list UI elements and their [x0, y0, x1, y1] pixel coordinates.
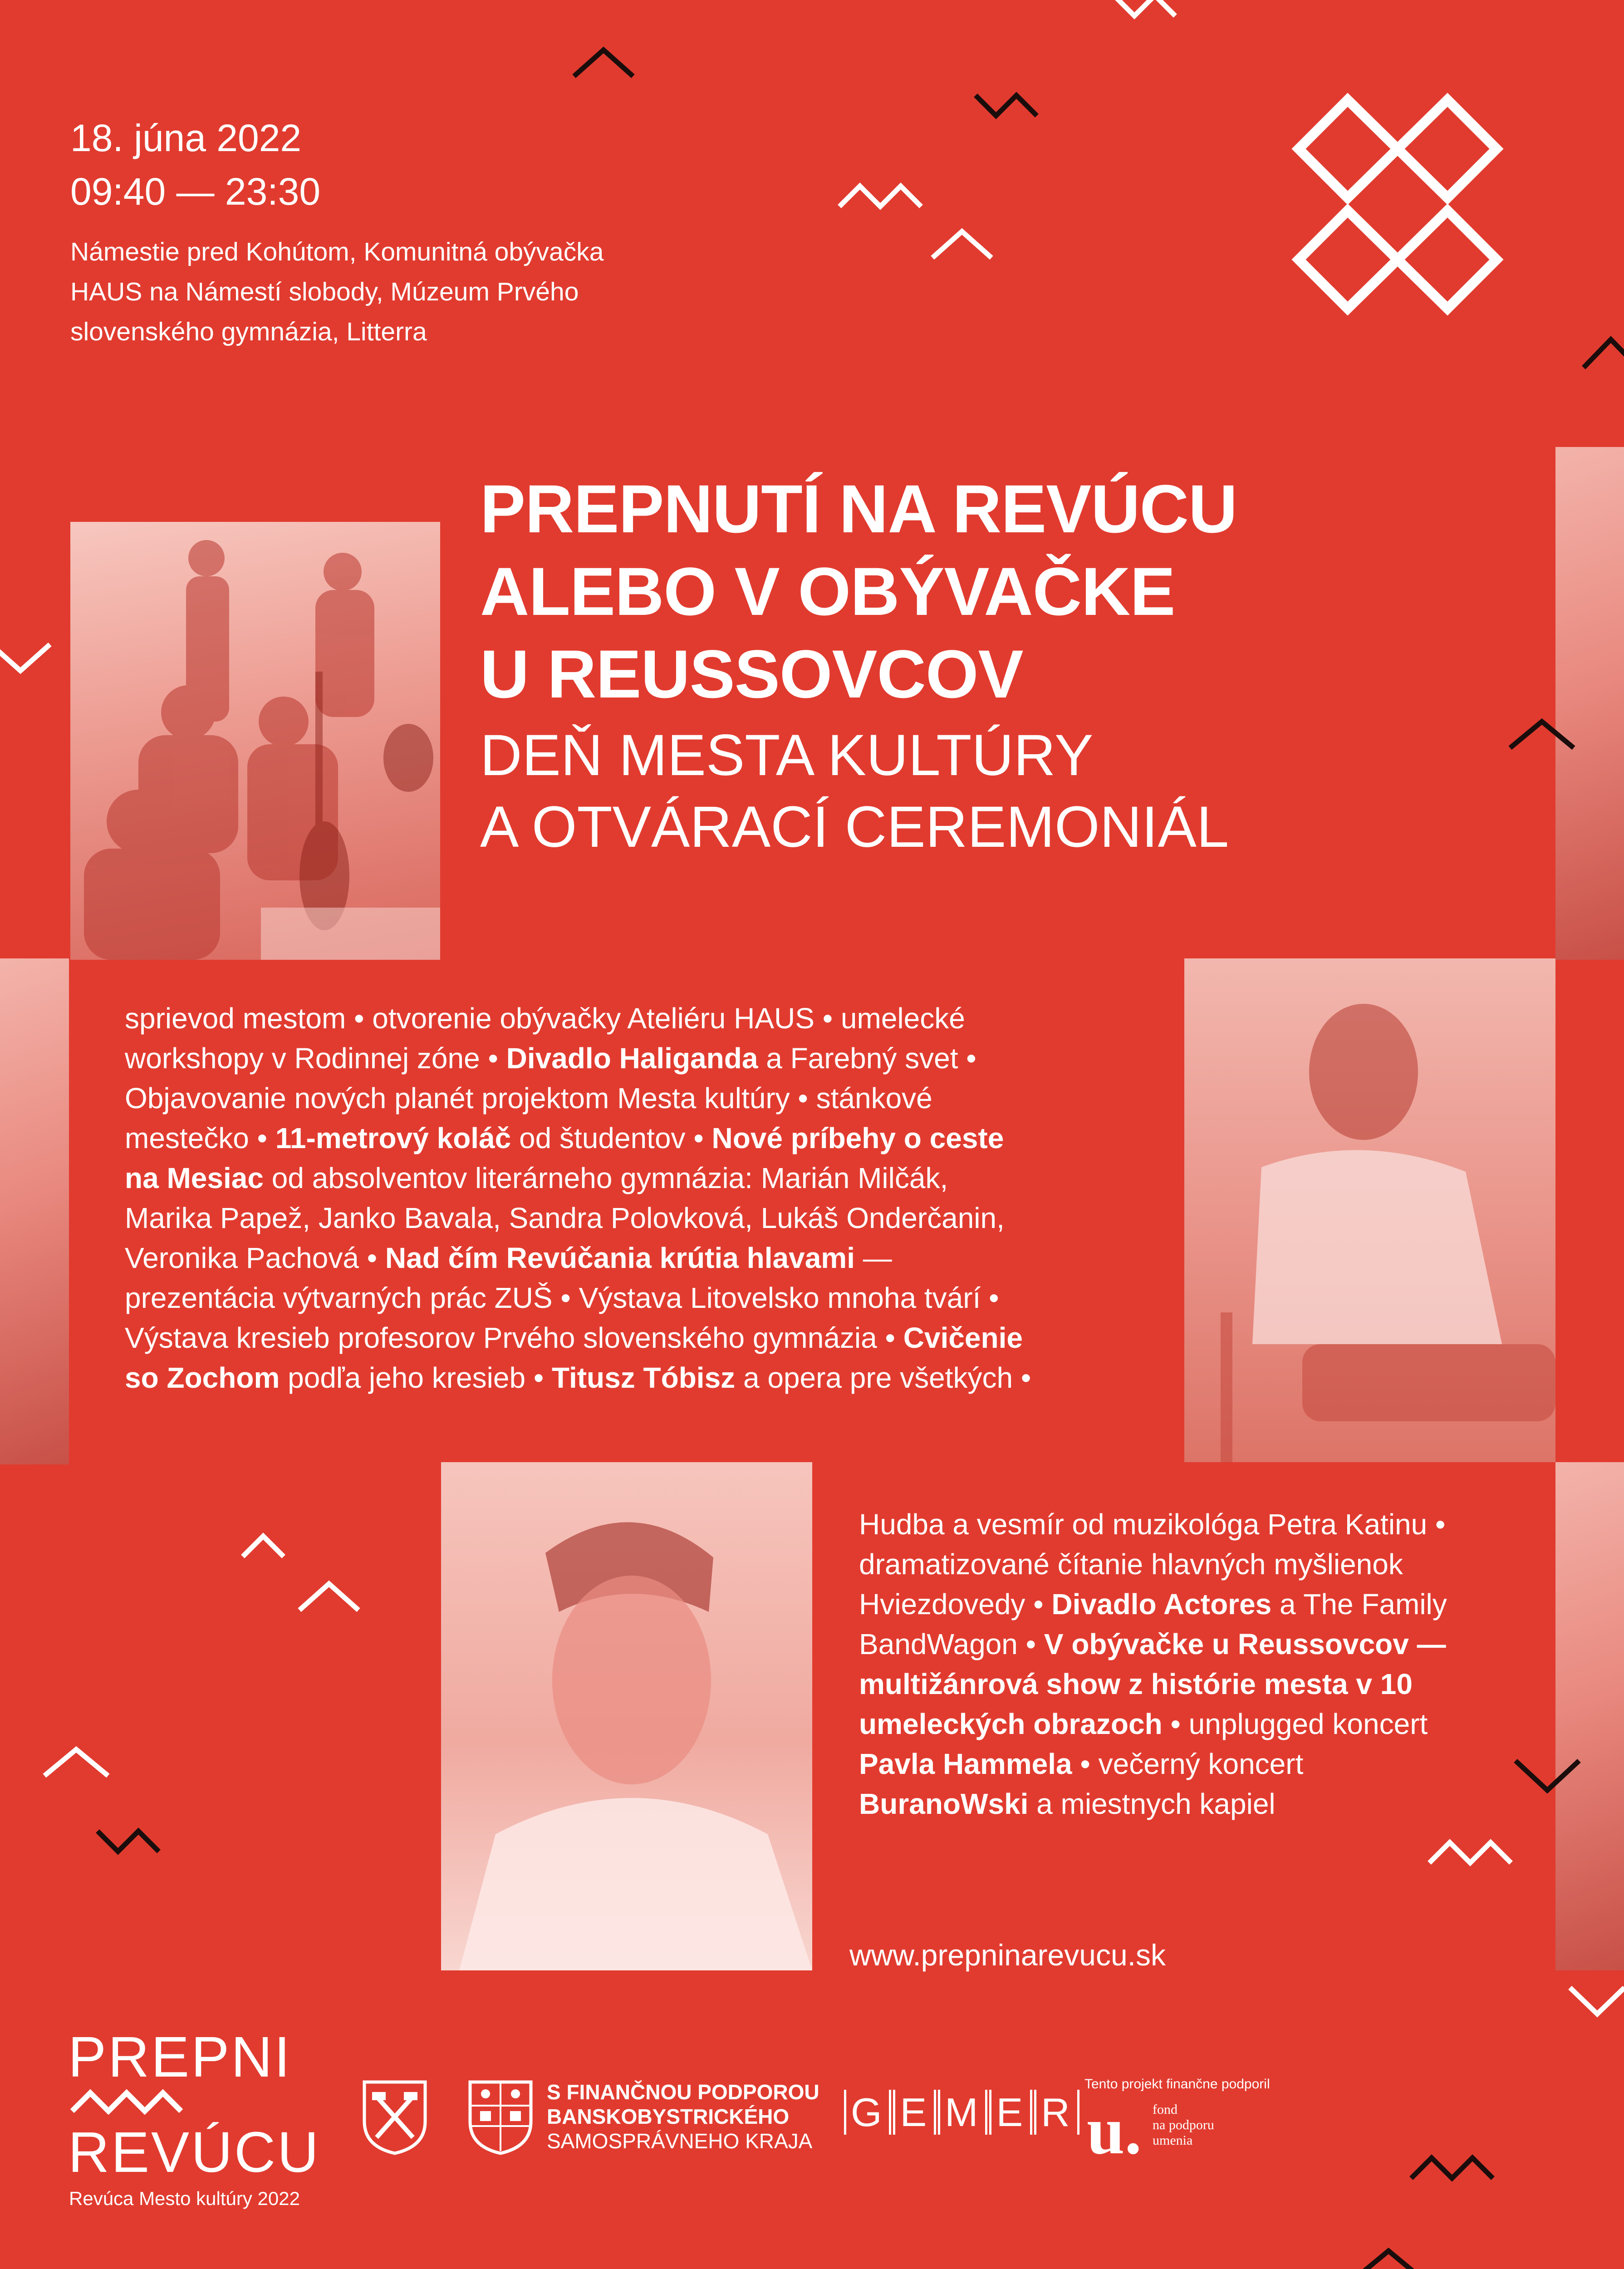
edge-photo-right-bottom — [1555, 1462, 1624, 1970]
program-line: Hudba a vesmír od muzikológa Petra Katinu • — [859, 1508, 1446, 1541]
main-title-line: PREPNUTÍ NA REVÚCU — [480, 471, 1237, 547]
gemer-letter: G — [844, 2090, 891, 2135]
gemer-letter: E — [893, 2090, 936, 2135]
bbsk-crest-icon — [466, 2078, 535, 2156]
gemer-letter: E — [989, 2090, 1032, 2135]
chevron-decoration-icon — [1407, 2153, 1497, 2190]
program-block-1 — [125, 998, 1168, 1398]
program-line: mestečko • 11-metrový koláč od študentov • Nové príbehy o ceste — [125, 1122, 1004, 1154]
diamond-lattice-icon — [1280, 91, 1516, 322]
program-line: multižánrová show z histórie mesta v 10 — [859, 1668, 1413, 1700]
bbsk-line: S FINANČNOU PODPOROU — [547, 2080, 819, 2104]
program-line: BandWagon • V obývačke u Reussovcov — — [859, 1628, 1446, 1660]
chevron-decoration-icon — [1109, 0, 1191, 27]
chevron-decoration-icon — [1579, 331, 1624, 377]
fund-mark: u. — [1087, 2093, 1142, 2168]
gemer-letter: M — [938, 2090, 987, 2135]
event-date: 18. júna 2022 — [70, 117, 302, 159]
program-line: na Mesiac od absolventov literárneho gymnázia: Marián Milčák, — [125, 1162, 948, 1194]
program-line: Hviezdovedy • Divadlo Actores a The Family — [859, 1588, 1447, 1621]
program-line: dramatizované čítanie hlavných myšlienok — [859, 1548, 1403, 1581]
event-time: 09:40 — 23:30 — [70, 170, 321, 213]
logo-word-top: PREPNI — [68, 2025, 292, 2089]
title-block — [480, 467, 1524, 863]
bbsk-line: BANSKOBYSTRICKÉHO — [547, 2105, 790, 2128]
program-block-2 — [859, 1504, 1540, 1824]
chevron-decoration-icon — [238, 1532, 311, 1568]
program-line: umeleckých obrazoch • unplugged koncert — [859, 1708, 1428, 1740]
chevron-decoration-icon — [93, 1827, 166, 1863]
chevron-decoration-icon — [928, 227, 996, 263]
zigzag-logo-icon — [70, 2087, 188, 2115]
program-line: Výstava kresieb profesorov Prvého slovenského gymnázia • Cvičenie — [125, 1321, 1023, 1354]
chevron-decoration-icon — [1511, 1756, 1584, 1797]
chevron-decoration-icon — [971, 91, 1053, 127]
main-title-line: U REUSSOVCOV — [480, 636, 1023, 712]
photo-portrait — [441, 1462, 812, 1970]
bbsk-line: SAMOSPRÁVNEHO KRAJA — [547, 2129, 813, 2153]
venue-line: Námestie pred Kohútom, Komunitná obývačka — [70, 237, 604, 266]
program-line: Marika Papež, Janko Bavala, Sandra Polovková, Lukáš Onderčanin, — [125, 1202, 1005, 1234]
program-line: BuranoWski a miestnych kapiel — [859, 1788, 1276, 1820]
venue-line: HAUS na Námestí slobody, Múzeum Prvého — [70, 277, 579, 306]
chevron-decoration-icon — [0, 640, 54, 676]
logo-tagline: Revúca Mesto kultúry 2022 — [69, 2188, 300, 2209]
fund-note: Tento projekt finančne podporil — [1084, 2077, 1270, 2092]
gemer-letter: R — [1034, 2090, 1079, 2135]
fund-name: fond na podporu umenia — [1153, 2102, 1214, 2148]
chevron-decoration-icon — [1506, 717, 1578, 753]
event-info — [70, 111, 706, 352]
chevron-decoration-icon — [1425, 1838, 1516, 1874]
chevron-decoration-icon — [835, 182, 926, 218]
coat-of-arms-icon — [361, 2078, 429, 2156]
edge-photo-right-top — [1555, 447, 1624, 960]
program-line: so Zochom podľa jeho kresieb • Titusz Tóbisz a opera pre všetkých • — [125, 1361, 1031, 1394]
chevron-decoration-icon — [40, 1745, 113, 1781]
subtitle-line: A OTVÁRACÍ CEREMONIÁL — [480, 795, 1229, 859]
photo-band — [70, 522, 440, 960]
program-line: Pavla Hammela • večerný koncert — [859, 1748, 1304, 1780]
program-line: prezentácia výtvarných prác ZUŠ • Výstava Litovelsko mnoha tvárí • — [125, 1282, 999, 1314]
website-link[interactable]: www.prepninarevucu.sk — [849, 1938, 1166, 1972]
program-line: Objavovanie nových planét projektom Mesta kultúry • stánkové — [125, 1082, 932, 1115]
logo-word-bottom: REVÚCU — [68, 2120, 321, 2184]
venue-line: slovenského gymnázia, Litterra — [70, 317, 427, 346]
chevron-decoration-icon — [569, 45, 638, 82]
program-line: Veronika Pachová • Nad čím Revúčania krútia hlavami — — [125, 1242, 892, 1274]
main-title-line: ALEBO V OBÝVAČKE — [480, 553, 1175, 629]
chevron-decoration-icon — [1352, 2246, 1425, 2269]
edge-photo-left — [0, 958, 69, 1464]
subtitle-line: DEŇ MESTA KULTÚRY — [480, 723, 1094, 788]
gemer-logo — [844, 2090, 1081, 2135]
program-line: sprievod mestom • otvorenie obývačky Ateliéru HAUS • umelecké — [125, 1002, 965, 1035]
program-line: workshopy v Rodinnej zóne • Divadlo Haliganda a Farebný svet • — [125, 1042, 976, 1075]
chevron-decoration-icon — [1565, 1983, 1624, 2019]
photo-seated-man — [1184, 958, 1555, 1462]
bbsk-support-text — [547, 2080, 819, 2153]
chevron-decoration-icon — [295, 1579, 368, 1616]
